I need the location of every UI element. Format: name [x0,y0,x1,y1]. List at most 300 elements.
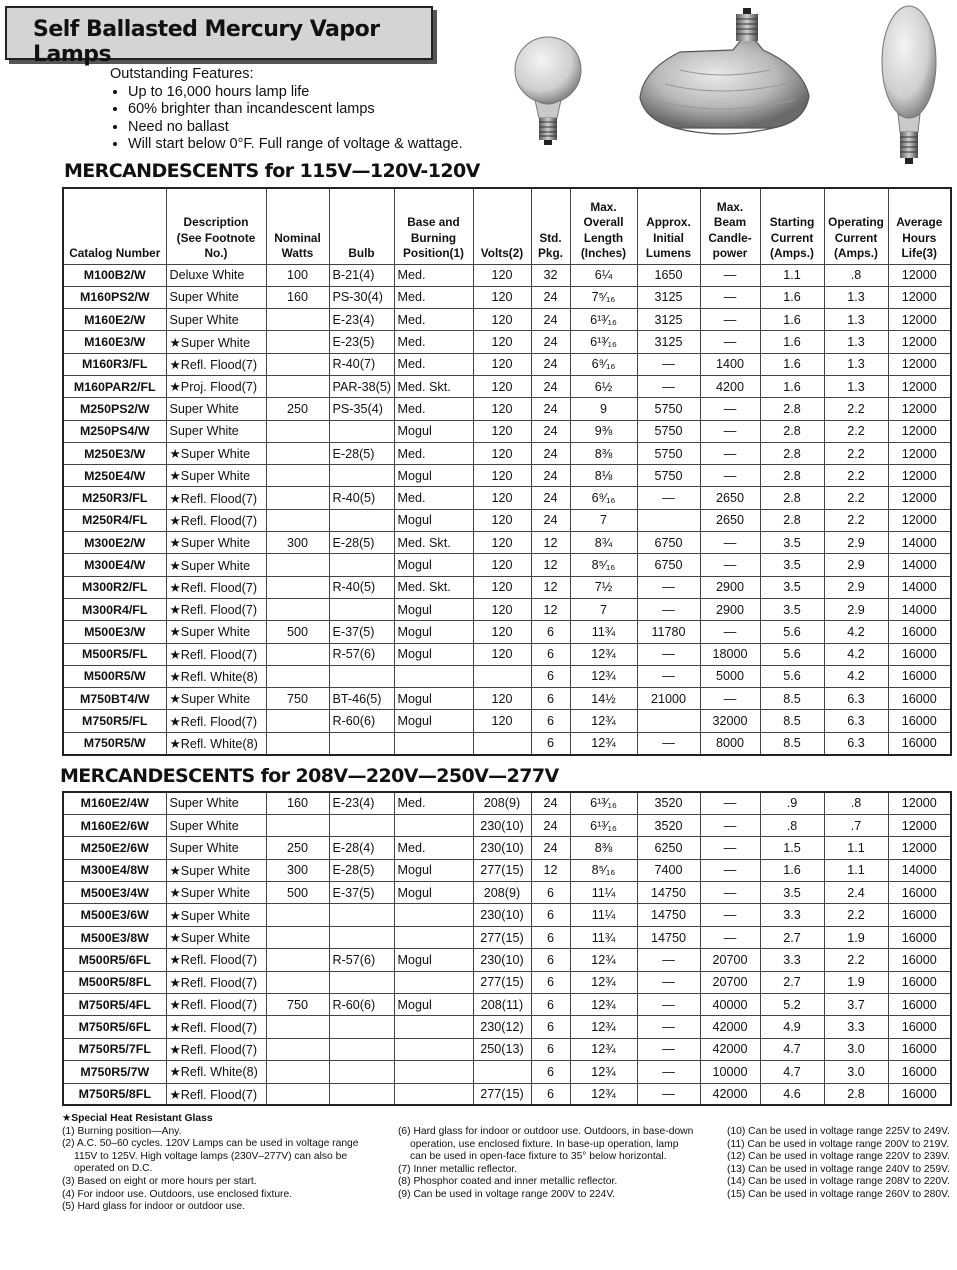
average-life-cell: 12000 [888,375,951,397]
table-body [63,264,951,755]
catalog-number-cell: M250E2/6W [63,837,166,859]
nominal-watts-cell: 300 [266,532,329,554]
nominal-watts-cell [266,576,329,598]
beam-candlepower-cell: 18000 [700,643,760,665]
footnote: (7) Inner metallic reflector. [398,1163,518,1175]
table-row [63,1038,951,1060]
beam-candlepower-cell: — [700,859,760,881]
footnotes-col-3 [727,1126,952,1202]
operating-current-cell: 2.2 [824,487,888,509]
volts-cell: 277(15) [473,859,531,881]
average-life-cell: 16000 [888,926,951,948]
description-cell: ★Super White [166,532,266,554]
max-length-cell: 6¹³⁄₁₆ [570,309,637,331]
average-life-cell: 12000 [888,509,951,531]
volts-cell: 120 [473,353,531,375]
volts-cell: 120 [473,554,531,576]
beam-candlepower-cell: 2900 [700,598,760,620]
initial-lumens-cell: 3125 [637,331,700,353]
bulb-cell [329,420,394,442]
catalog-number-cell: M250PS2/W [63,398,166,420]
bulb-cell [329,1016,394,1038]
initial-lumens-cell: — [637,994,700,1016]
table-row [63,710,951,732]
lamp-a-shape [515,37,581,145]
volts-cell: 120 [473,264,531,286]
base-position-cell: Mogul [394,710,473,732]
beam-candlepower-cell: — [700,442,760,464]
operating-current-cell: 3.0 [824,1038,888,1060]
max-length-cell: 11¾ [570,926,637,948]
std-pkg-cell: 24 [531,398,570,420]
beam-candlepower-cell: 20700 [700,949,760,971]
beam-candlepower-cell: 32000 [700,710,760,732]
description-cell: ★Refl. Flood(7) [166,949,266,971]
bulb-cell: BT-46(5) [329,688,394,710]
std-pkg-cell: 24 [531,420,570,442]
catalog-number-cell: M160PAR2/FL [63,375,166,397]
nominal-watts-cell [266,309,329,331]
description-cell: ★Super White [166,621,266,643]
average-life-cell: 16000 [888,1061,951,1083]
volts-cell: 120 [473,286,531,308]
beam-candlepower-cell: 5000 [700,665,760,687]
operating-current-cell: 1.3 [824,331,888,353]
catalog-number-cell: M250R3/FL [63,487,166,509]
header-cell: Catalog Number [63,188,166,264]
base-position-cell: Mogul [394,859,473,881]
average-life-cell: 12000 [888,837,951,859]
bulb-cell [329,465,394,487]
catalog-number-cell: M750BT4/W [63,688,166,710]
initial-lumens-cell: — [637,1016,700,1038]
description-cell: Super White [166,814,266,836]
initial-lumens-cell [637,710,700,732]
starting-current-cell: 4.7 [760,1038,824,1060]
max-length-cell: 12¾ [570,732,637,754]
volts-cell: 120 [473,309,531,331]
table-row [63,1083,951,1105]
average-life-cell: 16000 [888,949,951,971]
beam-candlepower-cell: — [700,688,760,710]
volts-cell: 120 [473,398,531,420]
header-cell: Bulb [329,188,394,264]
nominal-watts-cell [266,665,329,687]
base-position-cell: Med. [394,837,473,859]
feature-item: • Need no ballast [128,119,463,137]
max-length-cell: 12¾ [570,710,637,732]
operating-current-cell: 2.9 [824,532,888,554]
average-life-cell: 12000 [888,286,951,308]
operating-current-cell: .7 [824,814,888,836]
starting-current-cell: 4.9 [760,1016,824,1038]
starting-current-cell: 1.6 [760,286,824,308]
beam-candlepower-cell: — [700,465,760,487]
footnote: (2) A.C. 50–60 cycles. 120V Lamps can be used in voltage range [62,1138,359,1150]
max-length-cell: 7½ [570,576,637,598]
beam-candlepower-cell: — [700,331,760,353]
std-pkg-cell: 6 [531,643,570,665]
beam-candlepower-cell: — [700,554,760,576]
description-cell: ★Super White [166,859,266,881]
bulb-cell: E-28(5) [329,532,394,554]
footnote: 115V to 125V. High voltage lamps (230V–277V) can also be [74,1150,348,1162]
starting-current-cell: 1.6 [760,353,824,375]
starting-current-cell: 3.5 [760,532,824,554]
table-row [63,904,951,926]
max-length-cell: 12¾ [570,1016,637,1038]
catalog-number-cell: M160E2/4W [63,792,166,814]
base-position-cell [394,971,473,993]
table-row [63,859,951,881]
starting-current-cell: 3.5 [760,882,824,904]
average-life-cell: 12000 [888,465,951,487]
average-life-cell: 12000 [888,309,951,331]
average-life-cell: 14000 [888,598,951,620]
volts-cell: 250(13) [473,1038,531,1060]
beam-candlepower-cell: 8000 [700,732,760,754]
initial-lumens-cell: — [637,1061,700,1083]
nominal-watts-cell [266,904,329,926]
initial-lumens-cell: — [637,643,700,665]
std-pkg-cell: 12 [531,532,570,554]
volts-cell: 120 [473,465,531,487]
average-life-cell: 14000 [888,532,951,554]
average-life-cell: 12000 [888,442,951,464]
initial-lumens-cell: — [637,971,700,993]
bulb-cell [329,904,394,926]
operating-current-cell: 3.3 [824,1016,888,1038]
initial-lumens-cell: 3125 [637,309,700,331]
starting-current-cell: 8.5 [760,732,824,754]
operating-current-cell: 1.3 [824,286,888,308]
beam-candlepower-cell: 42000 [700,1083,760,1105]
volts-cell: 277(15) [473,926,531,948]
max-length-cell: 12¾ [570,994,637,1016]
volts-cell: 230(10) [473,814,531,836]
nominal-watts-cell [266,732,329,754]
starting-current-cell: 3.5 [760,598,824,620]
table-row [63,971,951,993]
average-life-cell: 16000 [888,732,951,754]
initial-lumens-cell: 5750 [637,465,700,487]
std-pkg-cell: 6 [531,904,570,926]
header-cell: Base and Burning Position(1) [394,188,473,264]
catalog-number-cell: M750R5/4FL [63,994,166,1016]
operating-current-cell: 4.2 [824,665,888,687]
nominal-watts-cell: 750 [266,688,329,710]
nominal-watts-cell: 160 [266,286,329,308]
footnote: (6) Hard glass for indoor or outdoor use. Outdoors, in base-down [398,1126,694,1137]
average-life-cell: 12000 [888,353,951,375]
bulb-cell: PAR-38(5) [329,375,394,397]
table-row [63,264,951,286]
catalog-number-cell: M750R5/6FL [63,1016,166,1038]
footnote: (14) Can be used in voltage range 208V to 220V. [727,1176,950,1188]
catalog-number-cell: M300E4/8W [63,859,166,881]
starting-current-cell: 4.6 [760,1083,824,1105]
bulb-cell: E-23(5) [329,331,394,353]
operating-current-cell: 2.9 [824,598,888,620]
volts-cell: 120 [473,576,531,598]
max-length-cell: 6¹³⁄₁₆ [570,814,637,836]
operating-current-cell: .8 [824,792,888,814]
nominal-watts-cell [266,598,329,620]
bulb-cell [329,1038,394,1060]
max-length-cell: 12¾ [570,643,637,665]
table-row [63,882,951,904]
starting-current-cell: .9 [760,792,824,814]
bulb-cell: R-60(6) [329,994,394,1016]
beam-candlepower-cell: — [700,904,760,926]
average-life-cell: 12000 [888,792,951,814]
catalog-number-cell: M160E3/W [63,331,166,353]
std-pkg-cell: 6 [531,971,570,993]
std-pkg-cell: 24 [531,509,570,531]
table-row [63,286,951,308]
bulb-cell [329,554,394,576]
volts-cell: 208(9) [473,882,531,904]
description-cell: Super White [166,286,266,308]
max-length-cell: 12¾ [570,1083,637,1105]
footnote: operation, use enclosed fixture. In base-up operation, lamp [410,1138,679,1150]
starting-current-cell: 8.5 [760,688,824,710]
description-cell: ★Refl. Flood(7) [166,710,266,732]
starting-current-cell: 2.8 [760,487,824,509]
std-pkg-cell: 6 [531,621,570,643]
description-cell: ★Super White [166,465,266,487]
base-position-cell [394,814,473,836]
max-length-cell: 14½ [570,688,637,710]
operating-current-cell: 1.3 [824,375,888,397]
lamp-photos [505,0,957,175]
header-cell: Operating Current (Amps.) [824,188,888,264]
starting-current-cell: 2.8 [760,398,824,420]
average-life-cell: 14000 [888,576,951,598]
catalog-number-cell: M750R5/7W [63,1061,166,1083]
initial-lumens-cell [637,509,700,531]
nominal-watts-cell [266,487,329,509]
bulb-cell [329,971,394,993]
base-position-cell: Mogul [394,465,473,487]
header-cell: Average Hours Life(3) [888,188,951,264]
starting-current-cell: 5.6 [760,643,824,665]
max-length-cell: 6¹³⁄₁₆ [570,331,637,353]
catalog-number-cell: M100B2/W [63,264,166,286]
base-position-cell: Med. Skt. [394,532,473,554]
volts-cell [473,1061,531,1083]
base-position-cell: Med. [394,353,473,375]
beam-candlepower-cell: 1400 [700,353,760,375]
beam-candlepower-cell: 2650 [700,487,760,509]
catalog-number-cell: M250PS4/W [63,420,166,442]
operating-current-cell: 2.2 [824,465,888,487]
footnote: can be used in open-face fixture to 35° below horizontal. [410,1151,667,1163]
catalog-number-cell: M160E2/W [63,309,166,331]
volts-cell [473,665,531,687]
description-cell: ★Super White [166,442,266,464]
starting-current-cell: 4.7 [760,1061,824,1083]
description-cell: ★Refl. Flood(7) [166,487,266,509]
description-cell: ★Refl. Flood(7) [166,1083,266,1105]
initial-lumens-cell: — [637,598,700,620]
base-position-cell: Mogul [394,420,473,442]
catalog-number-cell: M500E3/W [63,621,166,643]
std-pkg-cell: 6 [531,1083,570,1105]
starting-current-cell: 5.6 [760,621,824,643]
nominal-watts-cell: 500 [266,882,329,904]
starting-current-cell: 1.6 [760,331,824,353]
beam-candlepower-cell: 10000 [700,1061,760,1083]
std-pkg-cell: 6 [531,949,570,971]
initial-lumens-cell: 5750 [637,442,700,464]
beam-candlepower-cell: — [700,264,760,286]
operating-current-cell: 3.7 [824,994,888,1016]
header-cell: Std. Pkg. [531,188,570,264]
bulb-cell: R-40(5) [329,576,394,598]
footnote: (5) Hard glass for indoor or outdoor use. [62,1201,246,1213]
max-length-cell: 12¾ [570,971,637,993]
section-title-120v: MERCANDESCENTS for 115V—120V-120V [64,160,480,182]
operating-current-cell: 2.2 [824,420,888,442]
volts-cell: 120 [473,532,531,554]
initial-lumens-cell: — [637,1038,700,1060]
starting-current-cell: 2.8 [760,420,824,442]
volts-cell: 120 [473,420,531,442]
table-row [63,487,951,509]
max-length-cell: 8⅜ [570,442,637,464]
operating-current-cell: .8 [824,264,888,286]
bulb-cell: E-23(4) [329,309,394,331]
nominal-watts-cell [266,643,329,665]
volts-cell: 120 [473,375,531,397]
footnote: (8) Phosphor coated and inner metallic reflector. [398,1176,618,1188]
catalog-number-cell: M160E2/6W [63,814,166,836]
beam-candlepower-cell: — [700,532,760,554]
description-cell: ★Refl. Flood(7) [166,1016,266,1038]
std-pkg-cell: 24 [531,837,570,859]
operating-current-cell: 6.3 [824,732,888,754]
bulb-cell: E-23(4) [329,792,394,814]
operating-current-cell: 2.2 [824,949,888,971]
starting-current-cell: 1.5 [760,837,824,859]
starting-current-cell: 2.8 [760,465,824,487]
starting-current-cell: 5.6 [760,665,824,687]
std-pkg-cell: 32 [531,264,570,286]
volts-cell: 120 [473,621,531,643]
footnote: (12) Can be used in voltage range 220V to 239V. [727,1151,950,1163]
description-cell: ★Super White [166,331,266,353]
average-life-cell: 12000 [888,487,951,509]
header-cell: Description (See Footnote No.) [166,188,266,264]
footnote: operated on D.C. [74,1163,153,1175]
max-length-cell: 9⅜ [570,420,637,442]
std-pkg-cell: 24 [531,487,570,509]
beam-candlepower-cell: 42000 [700,1016,760,1038]
operating-current-cell: 1.1 [824,837,888,859]
bulb-cell [329,598,394,620]
operating-current-cell: 2.2 [824,904,888,926]
header-cell: Nominal Watts [266,188,329,264]
nominal-watts-cell: 750 [266,994,329,1016]
beam-candlepower-cell: — [700,926,760,948]
base-position-cell: Med. [394,442,473,464]
beam-candlepower-cell: — [700,837,760,859]
table-header-row [63,188,951,264]
catalog-number-cell: M500R5/W [63,665,166,687]
average-life-cell: 14000 [888,859,951,881]
footnote: (1) Burning position—Any. [62,1125,182,1137]
bulb-cell: E-28(5) [329,859,394,881]
nominal-watts-cell [266,331,329,353]
description-cell: ★Refl. Flood(7) [166,509,266,531]
description-cell: ★Refl. Flood(7) [166,598,266,620]
bulb-cell: R-40(7) [329,353,394,375]
feature-item: • Will start below 0°F. Full range of voltage & wattage. [128,136,463,154]
spec-table-120v [62,187,952,756]
initial-lumens-cell: — [637,487,700,509]
description-cell: ★Refl. Flood(7) [166,643,266,665]
std-pkg-cell: 24 [531,331,570,353]
starting-current-cell: 3.3 [760,949,824,971]
starting-current-cell: 8.5 [760,710,824,732]
std-pkg-cell: 24 [531,465,570,487]
volts-cell: 230(10) [473,904,531,926]
std-pkg-cell: 12 [531,859,570,881]
max-length-cell: 7⁵⁄₁₆ [570,286,637,308]
table-row [63,732,951,754]
catalog-number-cell: M300E2/W [63,532,166,554]
base-position-cell: Mogul [394,688,473,710]
std-pkg-cell: 24 [531,309,570,331]
operating-current-cell: 6.3 [824,710,888,732]
table-row [63,814,951,836]
std-pkg-cell: 6 [531,882,570,904]
base-position-cell [394,1038,473,1060]
base-position-cell: Med. [394,792,473,814]
starting-current-cell: .8 [760,814,824,836]
catalog-number-cell: M500E3/4W [63,882,166,904]
nominal-watts-cell [266,465,329,487]
table-row [63,837,951,859]
average-life-cell: 12000 [888,814,951,836]
nominal-watts-cell [266,949,329,971]
std-pkg-cell: 24 [531,375,570,397]
max-length-cell: 12¾ [570,1061,637,1083]
description-cell: Super White [166,309,266,331]
operating-current-cell: 1.3 [824,309,888,331]
volts-cell: 120 [473,331,531,353]
base-position-cell: Mogul [394,598,473,620]
average-life-cell: 16000 [888,643,951,665]
table-row [63,994,951,1016]
starting-current-cell: 1.6 [760,859,824,881]
base-position-cell: Mogul [394,621,473,643]
std-pkg-cell: 6 [531,1016,570,1038]
header-cell: Max. Beam Candle-power [700,188,760,264]
beam-candlepower-cell: — [700,792,760,814]
max-length-cell: 8¾ [570,532,637,554]
title-banner [5,6,433,67]
catalog-number-cell: M750R5/FL [63,710,166,732]
nominal-watts-cell [266,710,329,732]
operating-current-cell: 2.8 [824,1083,888,1105]
initial-lumens-cell: 6750 [637,532,700,554]
table-row [63,1016,951,1038]
average-life-cell: 16000 [888,1038,951,1060]
description-cell: ★Super White [166,926,266,948]
std-pkg-cell: 24 [531,792,570,814]
